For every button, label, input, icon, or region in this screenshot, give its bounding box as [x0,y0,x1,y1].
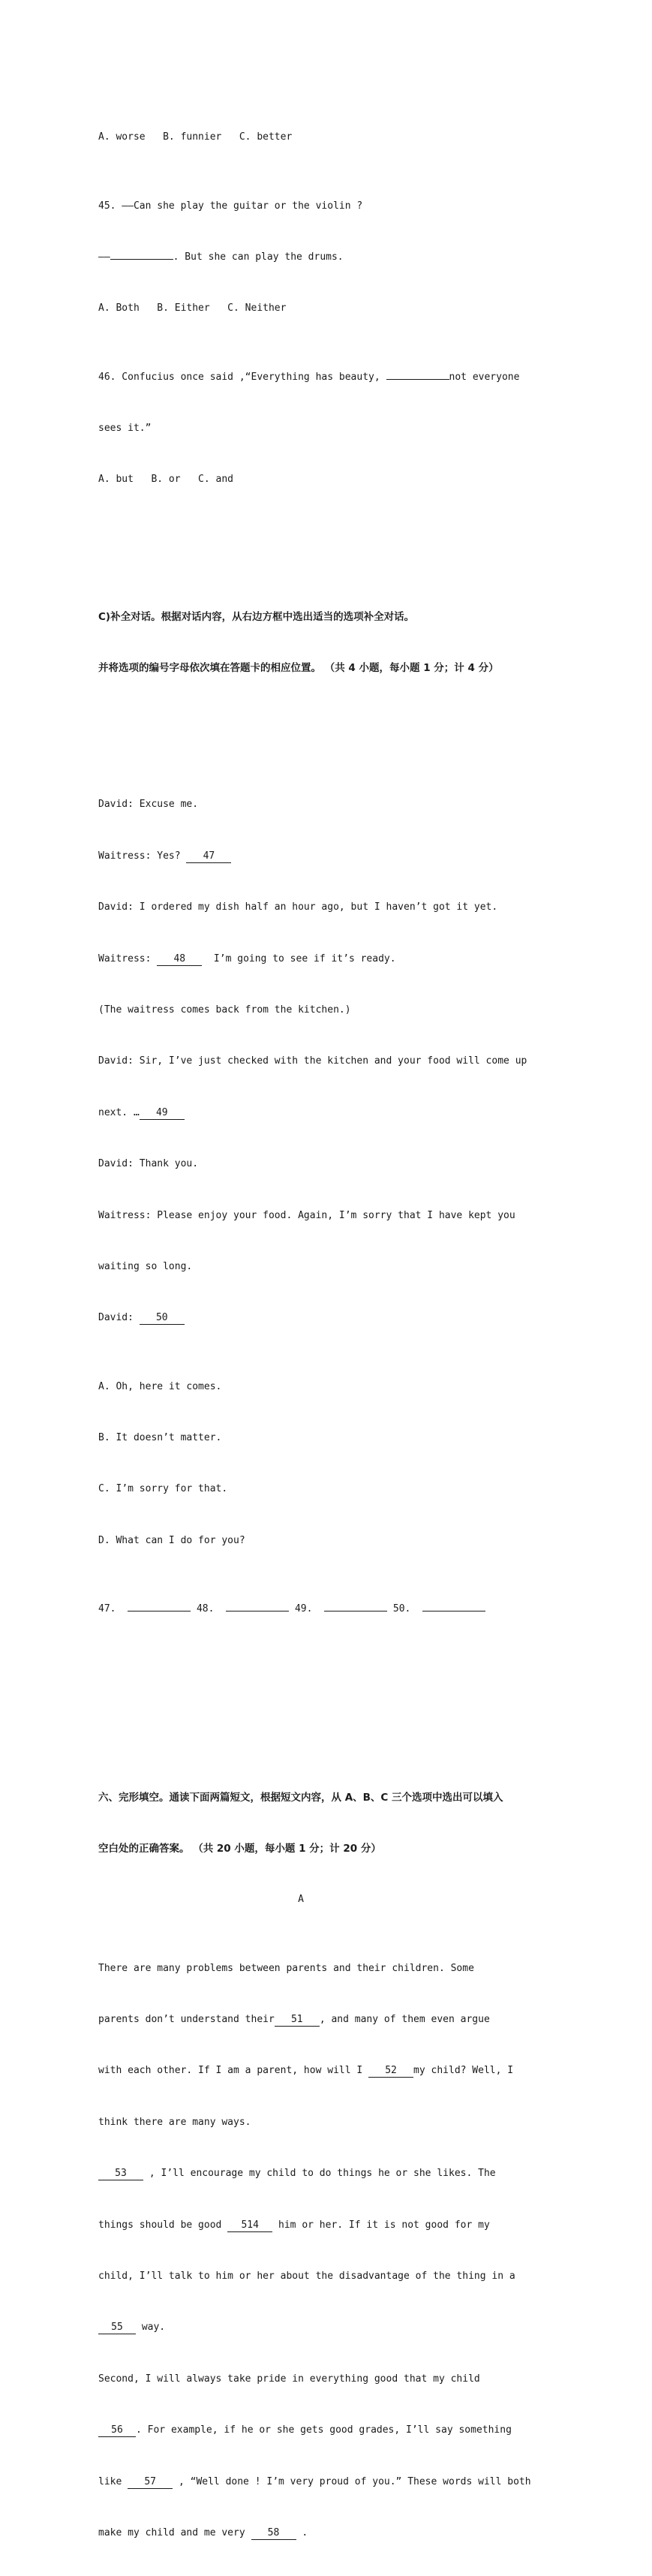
dialog-line-4 [98,951,563,968]
blank-51: 51 [275,2014,320,2027]
blank-50: 50 [140,1312,185,1325]
option-c: C. I’m sorry for that. [98,1483,228,1495]
blank-57: 57 [128,2476,173,2489]
q45-prompt: 45. ——Can she play the guitar or the violin ? [98,200,363,212]
option-a: A. Oh, here it comes. [98,1380,222,1392]
q44-options: A. worse B. funnier C. better [98,131,293,143]
passage-line-11-suffix: , “Well done ! I’m very proud of you.” These words will both [173,2475,531,2487]
dialog-line-11 [98,1310,563,1327]
dialog-line-6: David: Sir, I’ve just checked with the kitchen and your food will come up [98,1055,527,1067]
option-b: B. It doesn’t matter. [98,1431,222,1443]
option-d: D. What can I do for you? [98,1534,245,1546]
dialog-line-7-prefix: next. … [98,1106,140,1118]
passage-line-10-suffix: . For example, if he or she gets good grades, I’ll say something [136,2424,512,2436]
passage-line-6-prefix: things should be good [98,2219,228,2231]
answer-blank-48[interactable] [226,1611,289,1612]
passage-line-11-prefix: like [98,2475,128,2487]
answer-label-49: 49. [294,1602,313,1615]
passage-line-10 [98,2422,563,2439]
passage-line-12-prefix: make my child and me very [98,2526,251,2538]
answer-blank-49[interactable] [324,1611,387,1612]
blank-53: 53 [98,2168,143,2180]
section-c-heading-1: C)补全对话。根据对话内容，从右边方框中选出适当的选项补全对话。 [98,610,415,623]
passage-line-1: There are many problems between parents and their children. Some [98,1962,474,1974]
q45-dash: —— [98,251,110,263]
dialog-line-4-suffix: I’m going to see if it’s ready. [202,952,396,964]
q45-options: A. Both B. Either C. Neither [98,302,287,314]
passage-line-8 [98,2319,563,2337]
section-six-heading-1: 六、完形填空。通读下面两篇短文，根据短文内容，从 A、B、C 三个选项中选出可以填入 [98,1791,503,1804]
blank-48: 48 [157,953,202,966]
dialog-line-7 [98,1105,563,1122]
section-c-heading-2: 并将选项的编号字母依次填在答题卡的相应位置。 （共 4 小题，每小题 1 分；计 4 分） [98,662,499,675]
dialog-line-2-prefix: Waitress: Yes? [98,850,187,862]
passage-line-9: Second, I will always take pride in everything good that my child [98,2373,480,2385]
dialog-line-9: Waitress: Please enjoy your food. Again, I’m sorry that I have kept you [98,1209,515,1221]
answer-blanks-row [98,1601,563,1618]
dialog-line-5: (The waitress comes back from the kitchen.) [98,1004,351,1016]
passage-label: A [298,1894,304,1906]
blank-54: 514 [227,2219,272,2232]
passage-line-11 [98,2474,563,2491]
dialog-line-4-prefix: Waitress: [98,952,158,964]
answer-blank-47[interactable] [128,1611,191,1612]
q46-prompt [98,369,563,387]
dialog-line-11-prefix: David: [98,1312,140,1324]
dialog-line-10: waiting so long. [98,1260,193,1272]
passage-line-2-prefix: parents don’t understand their [98,2014,275,2026]
passage-line-3 [98,2063,563,2080]
passage-line-5 [98,2165,563,2183]
answer-label-47: 47. [98,1602,116,1615]
blank-56: 56 [98,2424,136,2437]
passage-line-3-prefix: with each other. If I am a parent, how will I [98,2065,369,2077]
dialog-line-8: David: Thank you. [98,1158,199,1170]
passage-line-5-suffix: , I’ll encourage my child to do things he or she likes. The [143,2168,496,2180]
section-six-heading-2: 空白处的正确答案。 （共 20 小题，每小题 1 分；计 20 分） [98,1843,381,1855]
q45-blank [110,259,173,260]
blank-47: 47 [186,850,231,863]
passage-line-4: think there are many ways. [98,2116,251,2128]
blank-49: 49 [140,1107,185,1120]
q46-prompt-line2: sees it.” [98,422,152,434]
dialog-line-1: David: Excuse me. [98,799,199,811]
q46-options: A. but B. or C. and [98,474,234,486]
q45-answer-suffix: . But she can play the drums. [173,251,344,263]
answer-blank-50[interactable] [422,1611,485,1612]
passage-line-3-suffix: my child? Well, I [413,2065,514,2077]
passage-line-2 [98,2012,563,2029]
passage-line-12-suffix: . [296,2526,308,2538]
passage-line-8-suffix: way. [136,2322,166,2334]
blank-52: 52 [368,2065,413,2078]
passage-line-12 [98,2525,563,2542]
dialog-line-3: David: I ordered my dish half an hour ago, but I haven’t got it yet. [98,901,498,913]
answer-label-50: 50. [392,1602,411,1615]
passage-line-6-suffix: him or her. If it is not good for my [272,2219,490,2231]
answer-label-48: 48. [196,1602,215,1615]
dialog-line-2 [98,848,563,865]
passage-line-2-suffix: , and many of them even argue [319,2014,490,2026]
passage-line-7: child, I’ll talk to him or her about the disadvantage of the thing in a [98,2271,515,2282]
q46-prompt-suffix: not everyone [449,371,520,383]
q46-prompt-prefix: 46. Confucius once said ,“Everything has beauty, [98,371,386,383]
q45-answer-line [98,249,563,266]
passage-line-6 [98,2217,563,2234]
blank-55: 55 [98,2322,136,2334]
blank-58: 58 [251,2527,296,2540]
document-page [98,78,563,2576]
q46-blank [386,379,449,380]
